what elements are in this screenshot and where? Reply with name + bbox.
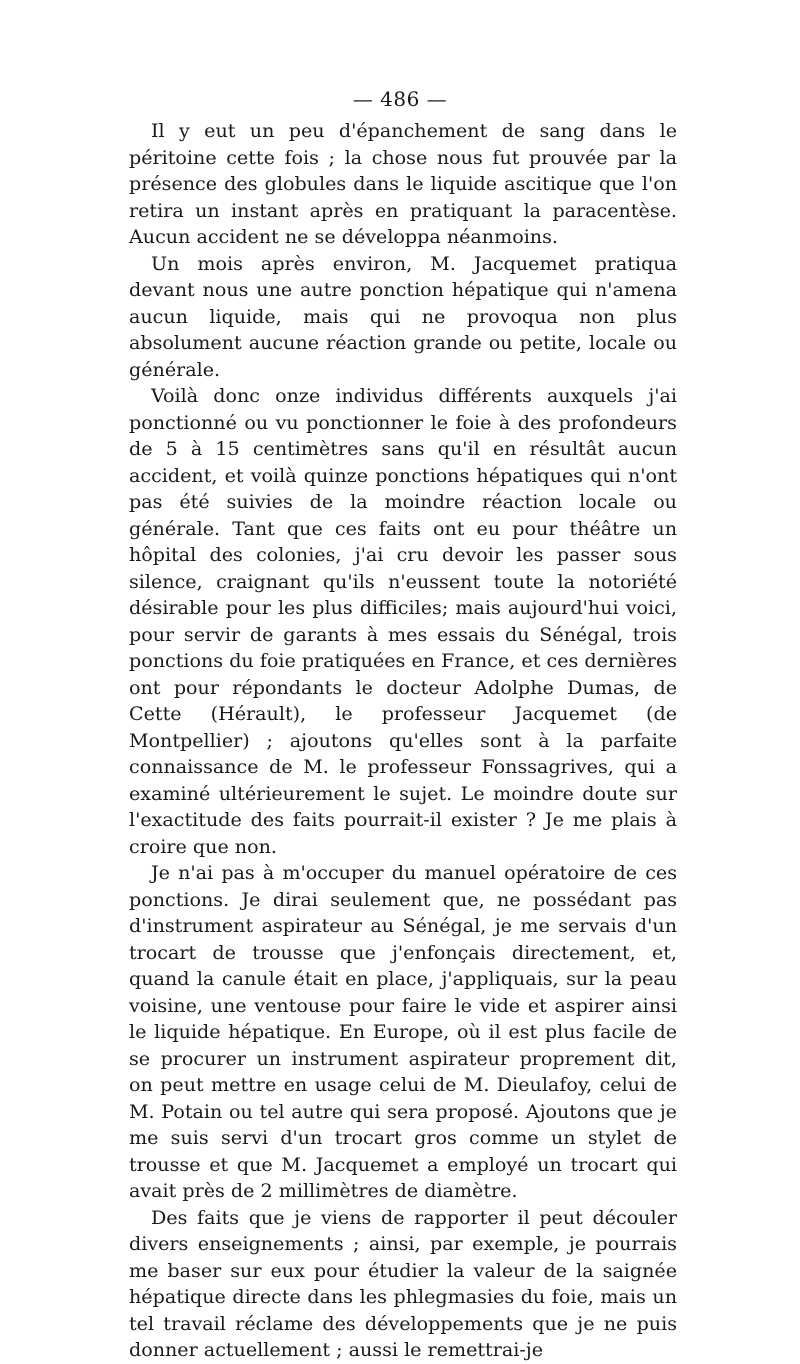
paragraph: Il y eut un peu d'épanchement de sang dans le péritoine cette fois ; la chose nous fut prouvée par la présence des globules dans le liquide ascitique que l'on retira un instant après en pratiquant la paracentèse. Aucun accident ne se développa néanmoins. bbox=[129, 119, 677, 248]
page-number: — 486 — bbox=[352, 87, 448, 111]
paragraph: Je n'ai pas à m'occuper du manuel opératoire de ces ponctions. Je dirai seulement que, ne possédant pas d'instrument aspirateur au Sénégal, je me servais d'un trocart de trousse que j'enfonçais directement, et, quand la canule était en place, j'appliquais, sur la peau voisine, une ventouse pour faire le vide et aspirer ainsi le liquide hépatique. En Europe, où il est plus facile de se procurer un instrument aspirateur proprement dit, on peut mettre en usage celui de M. Dieulafoy, celui de M. Potain ou tel autre qui sera proposé. Ajoutons que je me suis servi d'un trocart gros comme un stylet de trousse et que M. Jacquemet a employé un trocart qui avait près de 2 millimètres de diamètre. bbox=[129, 861, 677, 1202]
body-text bbox=[129, 118, 677, 1364]
paragraph: Voilà donc onze individus différents auxquels j'ai ponctionné ou vu ponctionner le foie à des profondeurs de 5 à 15 centimètres sans qu'il en résultât aucun accident, et voilà quinze ponctions hépatiques qui n'ont pas été suivies de la moindre réaction locale ou générale. Tant que ces faits ont eu pour théâtre un hôpital des colonies, j'ai cru devoir les passer sous silence, craignant qu'ils n'eussent toute la notoriété désirable pour les plus difficiles; mais aujourd'hui voici, pour servir de garants à mes essais du Sénégal, trois ponctions du foie pratiquées en France, et ces dernières ont pour répondants le docteur Adolphe Dumas, de Cette (Hérault), le professeur Jacquemet (de Montpellier) ; ajoutons qu'elles sont à la parfaite connaissance de M. le professeur Fonssagrives, qui a examiné ultérieurement le sujet. Le moindre doute sur l'exactitude des faits pourrait-il exister ? Je me plais à croire que non. bbox=[129, 384, 677, 858]
paragraph: Des faits que je viens de rapporter il peut découler divers enseignements ; ainsi, par exemple, je pourrais me baser sur eux pour étudier la valeur de la saignée hépatique directe dans les phlegmasies du foie, mais un tel travail réclame des développements que je ne puis donner actuellement ; aussi le remettrai-je bbox=[129, 1205, 677, 1361]
paragraph: Un mois après environ, M. Jacquemet pratiqua devant nous une autre ponction hépatique qui n'amena aucun liquide, mais qui ne provoqua non plus absolument aucune réaction grande ou petite, locale ou générale. bbox=[129, 251, 677, 381]
